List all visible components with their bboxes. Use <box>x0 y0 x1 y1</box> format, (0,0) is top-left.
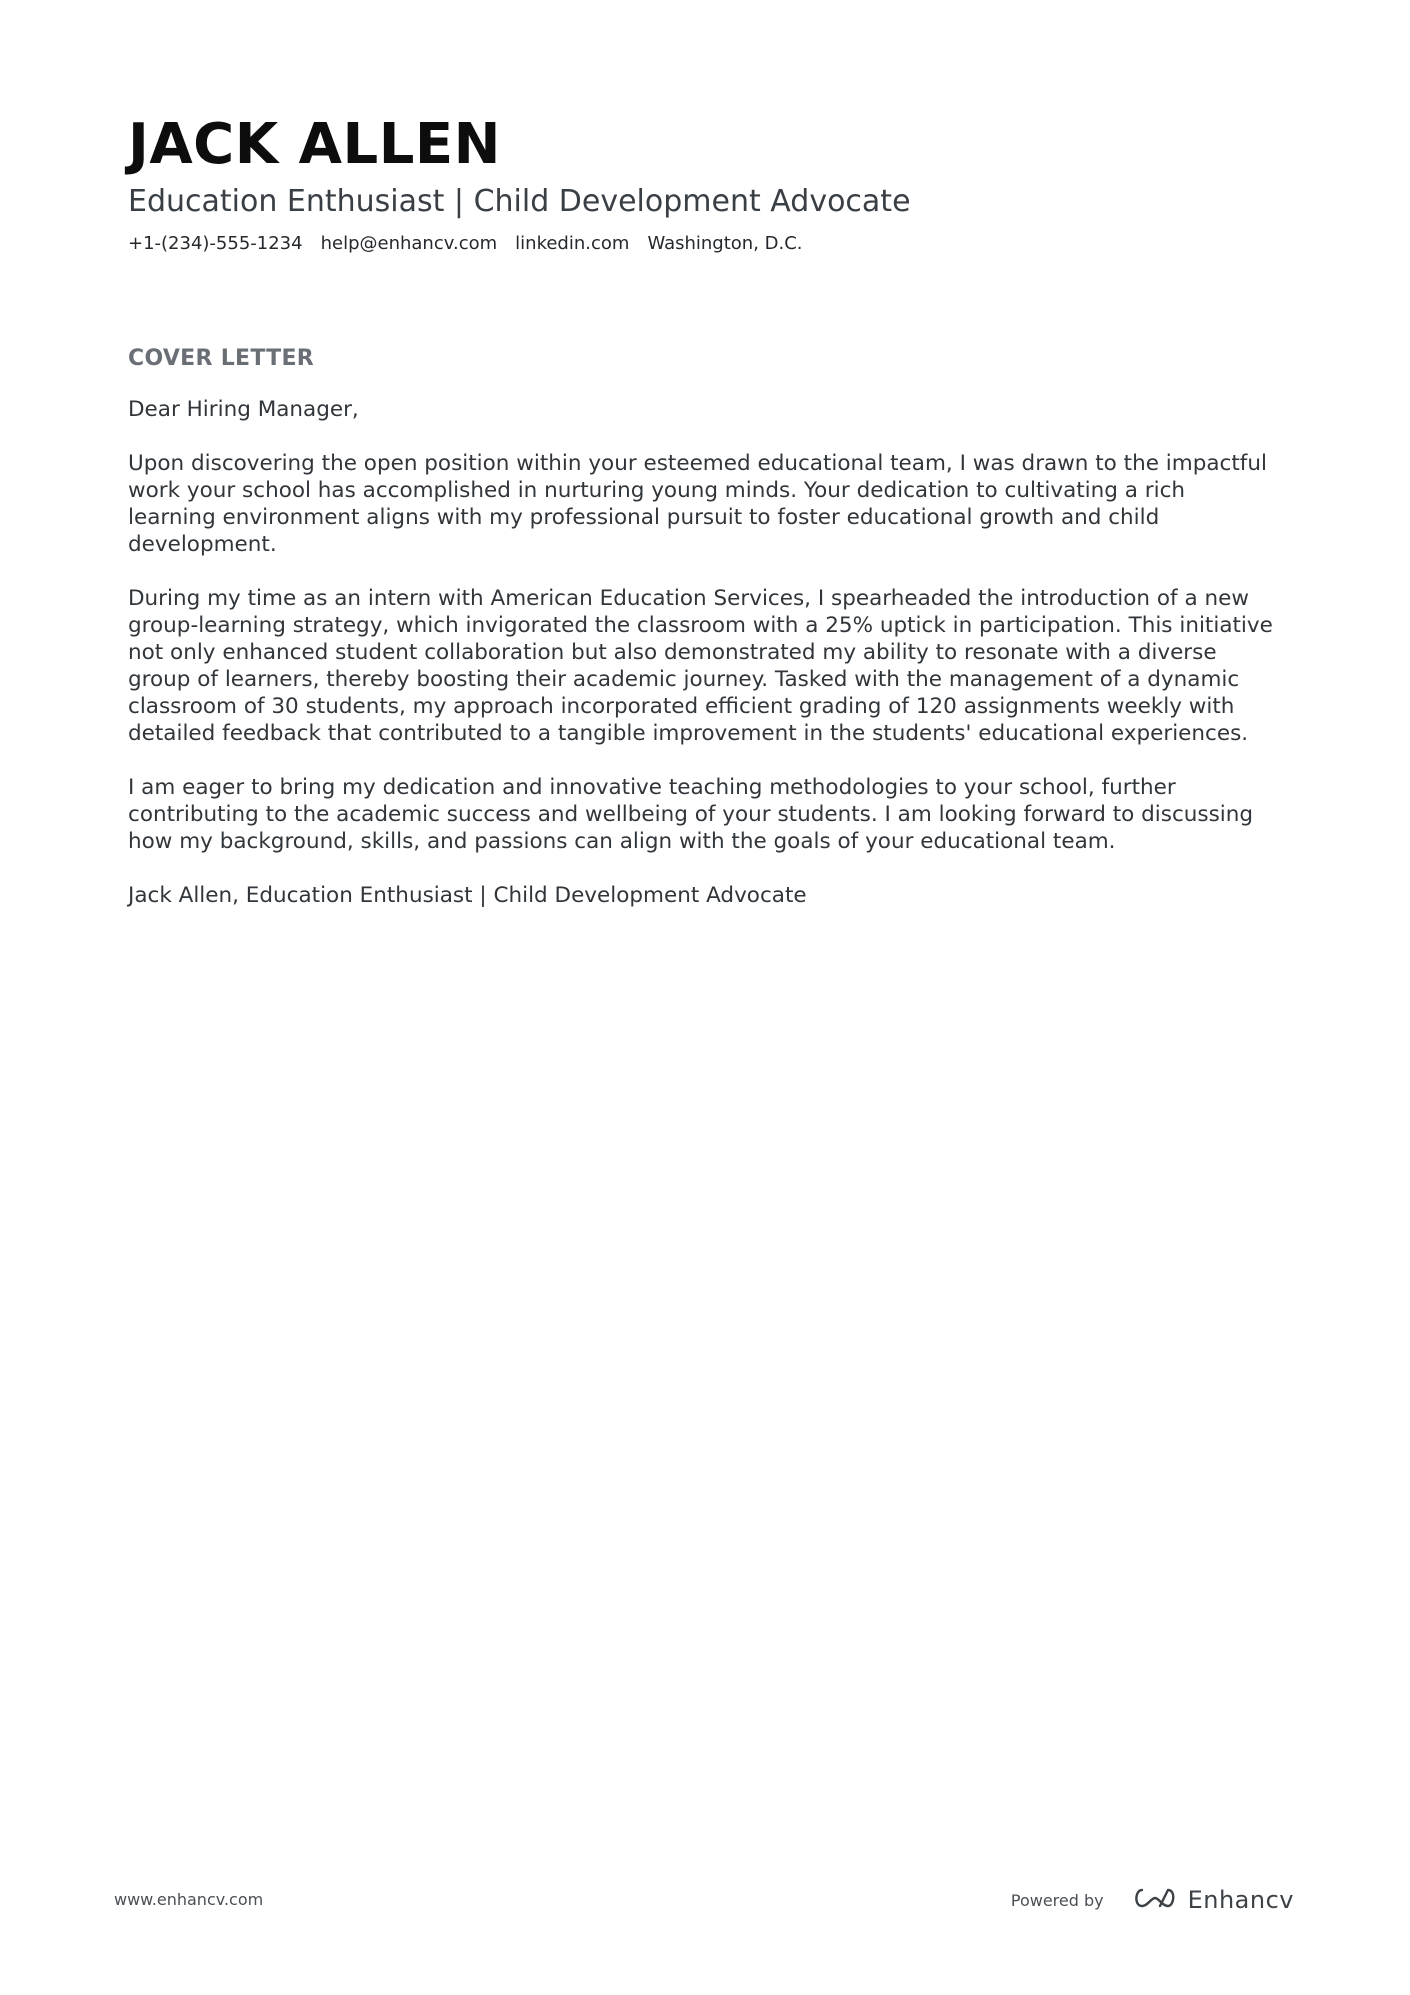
candidate-name: JACK ALLEN <box>128 112 501 177</box>
contact-email[interactable]: help@enhancv.com <box>320 233 498 254</box>
section-title: COVER LETTER <box>128 346 315 371</box>
paragraph-1: Upon discovering the open position within your esteemed educational team, I was drawn to the impactful work your school has accomplished in nurturing young minds. Your dedication to cultivating a rich learning environment aligns with my professional pursuit to foster educational growth and child development. <box>128 451 1267 557</box>
salutation: Dear Hiring Manager, <box>128 397 359 422</box>
contact-linkedin[interactable]: linkedin.com <box>515 233 630 254</box>
signature: Jack Allen, Education Enthusiast | Child Development Advocate <box>128 883 807 908</box>
paragraph-3: I am eager to bring my dedication and innovative teaching methodologies to your school, further contributing to the academic success and wellbeing of your students. I am looking forward to discussing how my background, skills, and passions can align with the goals of your educational team. <box>128 775 1254 854</box>
enhancv-logo-icon <box>1132 1886 1178 1915</box>
powered-by <box>1011 1880 1294 1920</box>
resume-header <box>128 110 1278 256</box>
cover-letter-body <box>128 344 1278 936</box>
paragraph-2: During my time as an intern with American Education Services, I spearheaded the introduction of a new group-learning strategy, which invigorated the classroom with a 25% uptick in participation. This initiative not only enhanced student collaboration but also demonstrated my ability to resonate with a diverse group of learners, thereby boosting their academic journey. Tasked with the management of a dynamic classroom of 30 students, my approach incorporated efficient grading of 120 assignments weekly with detailed feedback that contributed to a tangible improvement in the students' educational experiences. <box>128 586 1273 746</box>
powered-by-label: Powered by <box>1010 1890 1104 1910</box>
candidate-title: Education Enthusiast | Child Development Advocate <box>128 184 911 219</box>
contact-location: Washington, D.C. <box>647 233 803 254</box>
contact-info <box>128 232 1278 256</box>
brand-logo[interactable] <box>1132 1886 1294 1915</box>
footer-website-link[interactable]: www.enhancv.com <box>114 1890 264 1909</box>
brand-name: Enhancv <box>1187 1886 1294 1914</box>
contact-phone: +1-(234)-555-1234 <box>128 233 303 254</box>
page-footer <box>114 1880 1294 1920</box>
